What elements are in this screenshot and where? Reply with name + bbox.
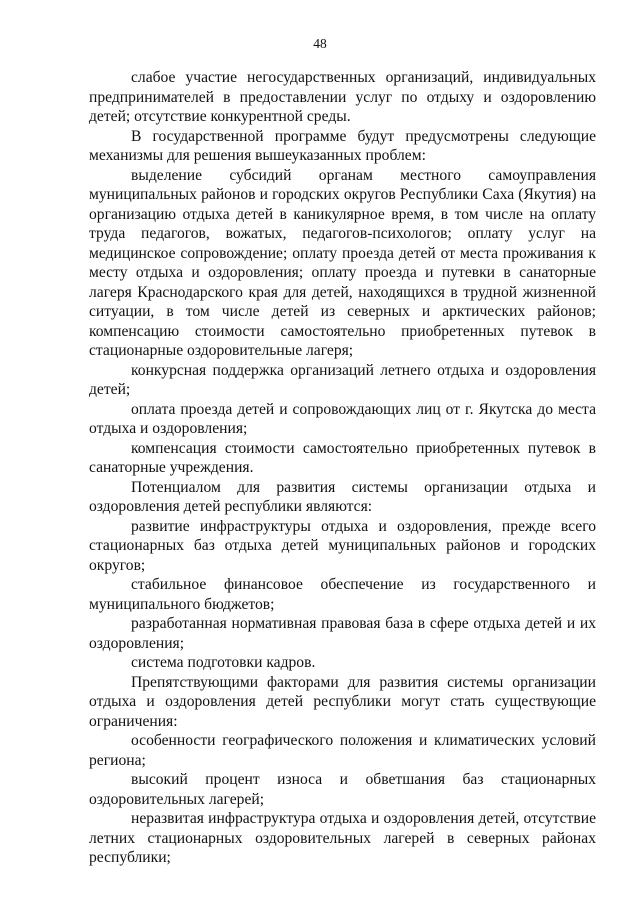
page-number: 48 [313,36,327,51]
paragraph: высокий процент износа и обветшания баз стационарных оздоровительных лагерей; [89,771,596,808]
paragraph: Потенциалом для развития системы организации отдыха и оздоровления детей республики являются: [89,478,596,515]
paragraph: конкурсная поддержка организаций летнего отдыха и оздоровления детей; [89,361,596,398]
paragraph: выделение субсидий органам местного самоуправления муниципальных районов и городских округов Республики Саха (Якутия) на организацию отдыха детей в каникулярное время, в том числе на оплату труда педагогов, вожатых, педагогов-психологов; оплату услуг на медицинское сопровождение; оплату проезда детей от места проживания к месту отдыха и оздоровления; оплату проезда и путевки в санаторные лагеря Краснодарского края для детей, находящихся в трудной жизненной ситуации, в том числе детей из северных и арктических районов; компенсацию стоимости самостоятельно приобретенных путевок в стационарные оздоровительные лагеря; [89,166,596,359]
paragraph: неразвитая инфраструктура отдыха и оздоровления детей, отсутствие летних стационарных оздоровительных лагерей в северных районах республики; [89,810,596,866]
paragraph: Препятствующими факторами для развития системы организации отдыха и оздоровления детей республики могут стать существующие ограничения: [89,673,596,730]
paragraph: система подготовки кадров. [131,654,316,671]
paragraph: разработанная нормативная правовая база в сфере отдыха детей и их оздоровления; [89,615,596,652]
paragraph: компенсация стоимости самостоятельно приобретенных путевок в санаторные учреждения. [89,439,596,476]
paragraph: слабое участие негосударственных организаций, индивидуальных предпринимателей в предоставлении услуг по отдыху и оздоровлению детей; отсутствие конкурентной среды. [89,69,596,125]
body-text [89,68,596,868]
paragraph: развитие инфраструктуры отдыха и оздоровления, прежде всего стационарных баз отдыха детей муниципальных районов и городских округов; [89,517,596,574]
paragraph: оплата проезда детей и сопровождающих лиц от г. Якутска до места отдыха и оздоровления; [89,400,596,437]
paragraph: В государственной программе будут предусмотрены следующие механизмы для решения вышеуказанных проблем: [89,127,596,164]
paragraph: особенности географического положения и климатических условий региона; [89,732,596,769]
paragraph: стабильное финансовое обеспечение из государственного и муниципального бюджетов; [89,576,596,613]
